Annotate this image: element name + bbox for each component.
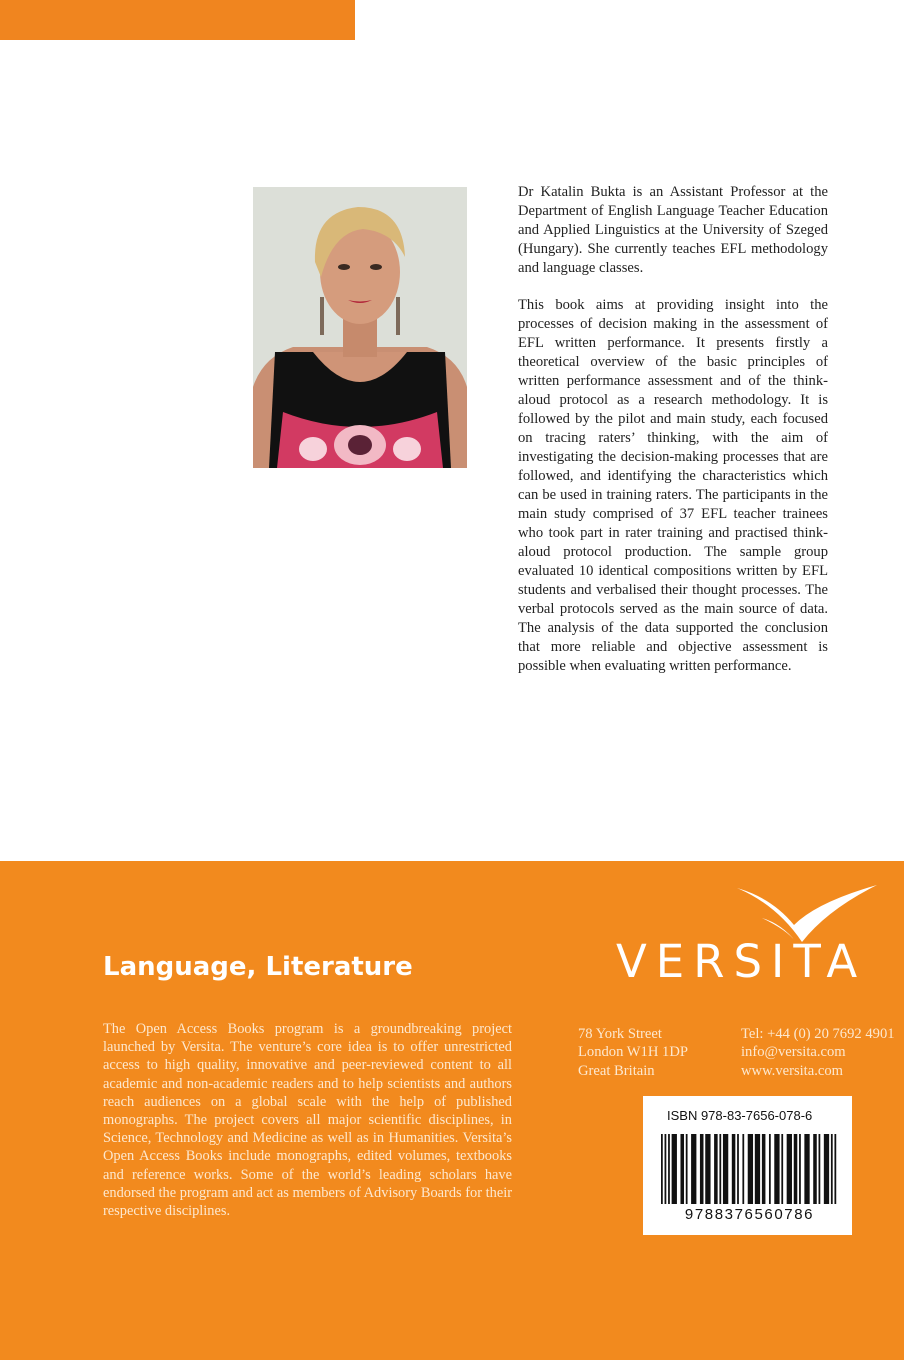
barcode-bar xyxy=(665,1134,667,1204)
barcode-bar xyxy=(755,1134,760,1204)
barcode-bar xyxy=(668,1134,670,1204)
top-accent-bar xyxy=(0,0,355,40)
barcode-bar xyxy=(686,1134,688,1204)
author-photo xyxy=(253,187,467,468)
isbn-label: ISBN 978-83-7656-078-6 xyxy=(667,1108,813,1123)
author-bio: Dr Katalin Bukta is an Assistant Professor at the Department of English Language Teacher Education and Applied Linguistics at the University of Szeged (Hungary). She currently teaches EFL methodology and language classes. xyxy=(518,184,828,276)
barcode-bar xyxy=(705,1134,710,1204)
barcode-bar xyxy=(787,1134,792,1204)
barcode-bar xyxy=(804,1134,809,1204)
barcode-bar xyxy=(781,1134,783,1204)
back-cover-text xyxy=(518,183,828,694)
publisher-contact xyxy=(741,1025,895,1080)
contact-email: info@versita.com xyxy=(741,1044,846,1061)
barcode-bar xyxy=(748,1134,753,1204)
barcode-bar xyxy=(774,1134,779,1204)
barcode-bar xyxy=(834,1134,836,1204)
barcode-bar xyxy=(700,1134,704,1204)
barcode-bar xyxy=(799,1134,801,1204)
publisher-address xyxy=(578,1025,688,1080)
barcode-bar xyxy=(714,1134,718,1204)
subject-heading: Language, Literature xyxy=(103,952,413,982)
isbn-box xyxy=(643,1096,852,1235)
barcode-digits: 9788376560786 xyxy=(684,1206,815,1223)
barcode-bar xyxy=(824,1134,829,1204)
barcode-bar xyxy=(831,1134,833,1204)
barcode-bar xyxy=(719,1134,721,1204)
barcode-bar xyxy=(819,1134,821,1204)
barcode-bar xyxy=(769,1134,771,1204)
contact-phone: Tel: +44 (0) 20 7692 4901 xyxy=(741,1026,895,1042)
barcode-bar xyxy=(762,1134,766,1204)
barcode-bar xyxy=(680,1134,684,1204)
barcode-bar xyxy=(723,1134,728,1204)
address-line: 78 York Street xyxy=(578,1026,662,1042)
author-portrait-image xyxy=(253,187,467,468)
barcode-bar xyxy=(661,1134,663,1204)
barcode-bar xyxy=(742,1134,744,1204)
versita-logo-text: VERSITA xyxy=(616,935,867,988)
barcode-bar xyxy=(813,1134,817,1204)
barcode-bar xyxy=(794,1134,798,1204)
barcode-icon xyxy=(661,1134,838,1204)
barcode-bar xyxy=(691,1134,696,1204)
open-access-program-text: The Open Access Books program is a groundbreaking project launched by Versita. The venture’s core idea is to offer unrestricted access to high quality, innovative and peer-reviewed content to all academic and non-academic readers and to help scientists and authors reach audiences on a global scale with the help of published monographs. The project covers all major scientific disciplines, in Science, Technology and Medicine as well as in Humanities. Versita’s Open Access Books include monographs, edited volumes, textbooks and reference works. Some of the world’s leading scholars have endorsed the program and act as members of Advisory Boards for their respective disciplines. xyxy=(103,1021,512,1220)
barcode-bar xyxy=(737,1134,739,1204)
book-summary: This book aims at providing insight into the processes of decision making in the assessment of EFL written performance. It presents firstly a theoretical overview of the basic principles of written performance assessment and of the think-aloud protocol as a research methodology. It is followed by the pilot and main study, each focused on tracing raters’ thinking, with the aim of investigating the decision-making processes that are followed, and identifying the characteristics which can be used in training raters. The participants in the main study comprised of 37 EFL teacher trainees who took part in rater training and practised think-aloud protocol production. The sample group evaluated 10 identical compositions written by EFL students and verbalised their thought processes. The verbal protocols served as the main source of data. The analysis of the data supported the conclusion that more reliable and objective assessment is possible when evaluating written performance. xyxy=(518,297,828,674)
barcode-bar xyxy=(732,1134,736,1204)
address-line: London W1H 1DP xyxy=(578,1044,688,1061)
address-line: Great Britain xyxy=(578,1062,655,1079)
barcode-bar xyxy=(672,1134,677,1204)
contact-website: www.versita.com xyxy=(741,1062,843,1079)
